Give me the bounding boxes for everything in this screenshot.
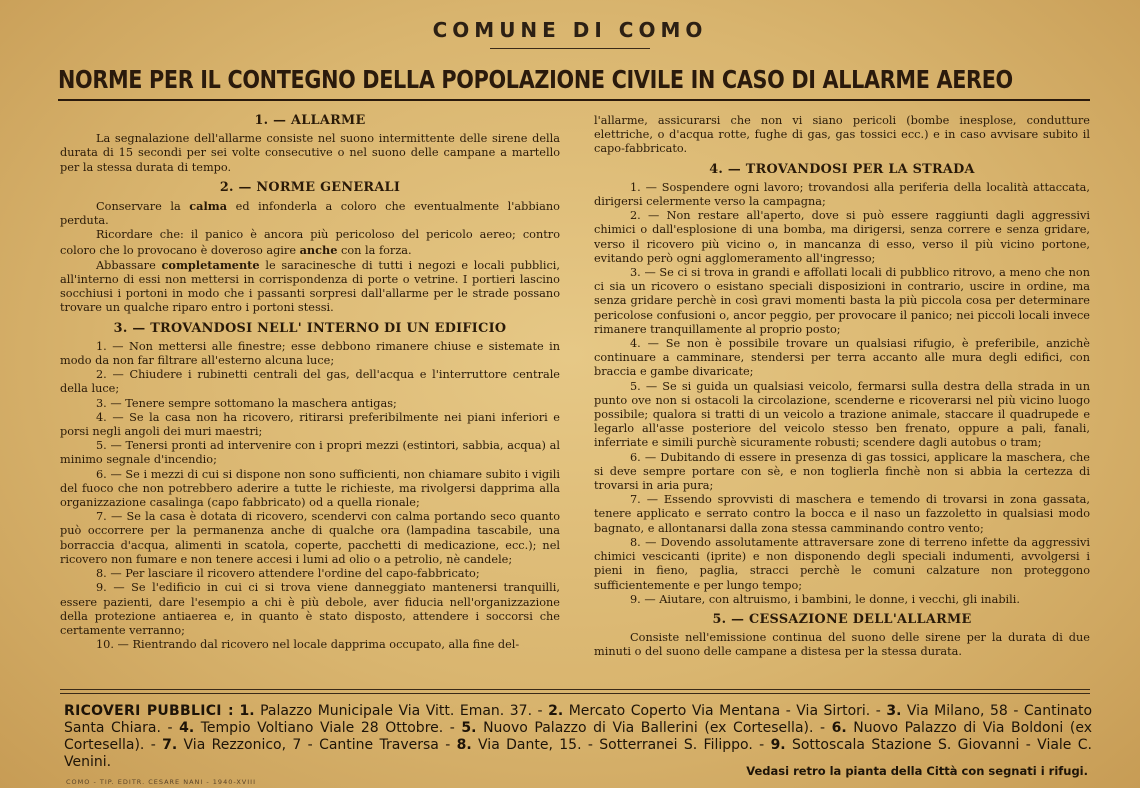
paragraph-continuation: l'allarme, assicurarsi che non vi siano pericoli (bombe inesplose, condutture elettriche, o d'acqua rotte, fughe di gas, gas tossici ecc.) e in caso avvisare subito il capo-fabbricato. (594, 114, 1090, 156)
header-divider (490, 48, 650, 49)
shelter-entry: 3. Via Milano, 58 - Cantinato Santa Chiara. - (64, 703, 1093, 736)
shelter-entry: 9. Sottoscala Stazione S. Giovanni - Viale C. Venini. (64, 737, 1092, 770)
list-item: 3. — Se ci si trova in grandi e affollati locali di pubblico ritrovo, a meno che non ci sia un ricovero o esistano speciali disposizioni in contrario, uscire in ordine, ma senza gridare perchè in così gravi momenti basta la più piccola cosa per determinare pericolose confusioni o, ancor peggio, per provocare il panico; nei piccoli locali invece rimanere tranquillamente al proprio posto; (594, 266, 1090, 336)
shelter-entry: 2. Mercato Coperto Via Mentana - Via Sirtori. - (548, 703, 887, 719)
issuer-heading: COMUNE DI COMO (432, 18, 708, 42)
list-item: 3. — Tenere sempre sottomano la maschera antigas; (96, 396, 397, 410)
list-item: 5. — Tenersi pronti ad intervenire con i propri mezzi (estintori, sabbia, acqua) al minimo segnale d'incendio; (60, 439, 560, 467)
shelter-entry: 4. Tempio Voltiano Viale 28 Ottobre. - (179, 720, 462, 736)
section-heading-norme-generali: 2. — NORME GENERALI (219, 179, 401, 195)
list-item: 1. — Non mettersi alle finestre; esse debbono rimanere chiuse e sistemate in modo da non far filtrare all'esterno alcuna luce; (60, 339, 560, 368)
list-item: 2. — Non restare all'aperto, dove si può essere raggiunti dagli aggressivi chimici o dall'esplosione di una bomba, ma dirigersi, senza correre e senza gridare, verso il ricovero più vicino o, in mancanza di esso, verso il più vicino portone, evitando però ogni agglomeramento all'ingresso; (594, 209, 1090, 265)
poster-title: NORME PER IL CONTEGNO DELLA POPOLAZIONE CIVILE IN CASO DI ALLARME AEREO (58, 65, 1013, 94)
shelter-entry: 6. Nuovo Palazzo di Via Boldoni (ex Cortesella). - (64, 720, 1092, 753)
section-heading-cessazione: 5. — CESSAZIONE DELL'ALLARME (712, 611, 972, 627)
left-column (60, 112, 560, 682)
list-item: 2. — Chiudere i rubinetti centrali del gas, dell'acqua e l'interruttore centrale della luce; (60, 368, 560, 396)
list-item: 4. — Se la casa non ha ricovero, ritirarsi preferibilmente nei piani inferiori e porsi negli angoli dei muri maestri; (60, 410, 560, 439)
shelter-entry: 1. Palazzo Municipale Via Vitt. Eman. 37. - (239, 703, 549, 719)
shelter-entry: 7. Via Rezzonico, 7 - Cantine Traversa - (162, 737, 457, 753)
shelter-entry: 8. Via Dante, 15. - Sotterranei S. Filippo. - (456, 737, 771, 753)
shelter-entry: 5. Nuovo Palazzo di Via Ballerini (ex Cortesella). - (461, 720, 832, 736)
list-item: 8. — Per lasciare il ricovero attendere l'ordine del capo-fabbricato; (96, 567, 480, 581)
section-heading-interno-edificio: 3. — TROVANDOSI NELL' INTERNO DI UN EDIFICIO (113, 320, 507, 336)
poster-header (0, 0, 1140, 104)
right-column (594, 114, 1090, 684)
paragraph: Consiste nell'emissione continua del suono delle sirene per la durata di due minuti o del suono delle campane a distesa per la stessa durata. (594, 631, 1090, 659)
map-note: Vedasi retro la pianta della Città con segnati i rifugi. (746, 764, 1088, 778)
paragraph: Conservare la calma ed infonderla a coloro che eventualmente l'abbiano perduta. (60, 199, 560, 228)
list-item: 7. — Se la casa è dotata di ricovero, scendervi con calma portando seco quanto può occorrere per la permanenza anche di qualche ora (lampadina tascabile, una borraccia d'acqua, alimenti in scatola, coperte, pacchetti di medicazione, ecc.); nel ricovero non fumare e non tenere accesi i lumi ad olio o a petrolio, nè candele; (60, 510, 560, 566)
list-item: 7. — Essendo sprovvisti di maschera e temendo di trovarsi in zona gassata, tenere applicato e serrato contro la bocca e il naso un fazzoletto in qualsiasi modo bagnato, e allontanarsi dalla zona stessa camminando contro vento; (594, 493, 1090, 535)
footer-divider (60, 693, 1090, 694)
paragraph: La segnalazione dell'allarme consiste nel suono intermittente delle sirene della durata di 15 secondi per sei volte consecutive o nel suono delle campane a martello per la stessa durata di tempo. (60, 132, 560, 174)
paragraph: Ricordare che: il panico è ancora più pericoloso del pericolo aereo; contro coloro che lo provocano è doveroso agire anche con la forza. (60, 228, 560, 257)
section-heading-allarme: 1. — ALLARME (254, 113, 366, 128)
list-item: 5. — Se si guida un qualsiasi veicolo, fermarsi sulla destra della strada in un punto ove non si ostacoli la circolazione, scenderne e ricoverarsi nel più vicino luogo possibile; qualora si tratti di un veicolo a trazione animale, staccare il quadrupede e legarlo all'asse posteriore del veicolo stesso ben frenato, oppure a pali, fanali, inferriate e simili purchè sicuramente robusti; scendere dagli autobus o tram; (594, 379, 1090, 450)
list-item: 6. — Se i mezzi di cui si dispone non sono sufficienti, non chiamare subito i vigili del fuoco che non potrebbero aderire a tutte le richieste, ma rivolgersi dapprima alla organizzazione casalinga (capo fabbricato) od a quella rionale; (60, 467, 560, 510)
list-item: 1. — Sospendere ogni lavoro; trovandosi alla periferia della località attaccata, dirigersi celermente verso la campagna; (594, 180, 1090, 209)
list-item: 8. — Dovendo assolutamente attraversare zone di terreno infette da aggressivi chimici vescicanti (iprite) e non disponendo degli speciali indumenti, avvolgersi i pieni in fieno, paglia, stracci perchè le comuni calzature non proteggono sufficientemente e per lungo tempo; (594, 535, 1090, 592)
list-item: 9. — Se l'edificio in cui ci si trova viene danneggiato mantenersi tranquilli, essere pazienti, dare l'esempio a chi è più debole, aver fiducia nell'organizzazione della protezione antiaerea e, in quanto è stato disposto, attendere i soccorsi che certamente verranno; (60, 581, 560, 637)
list-item: 4. — Se non è possibile trovare un qualsiasi rifugio, è preferibile, anzichè continuare a camminare, stendersi per terra accanto alle mura degli edifici, con braccia e gambe divaricate; (594, 337, 1090, 379)
section-heading-per-la-strada: 4. — TROVANDOSI PER LA STRADA (709, 161, 975, 177)
public-shelters-list (64, 703, 1092, 771)
printer-imprint: COMO - TIP. EDITR. CESARE NANI - 1940-XVIII (66, 778, 257, 786)
title-underline (58, 99, 1090, 101)
shelters-label: RICOVERI PUBBLICI : (64, 703, 234, 719)
list-item: 10. — Rientrando dal ricovero nel locale dapprima occupato, alla fine del- (96, 638, 520, 652)
footer-divider (60, 689, 1090, 690)
list-item: 6. — Dubitando di essere in presenza di gas tossici, applicare la maschera, che si deve sempre portare con sè, e non toglierla finchè non si abbia la certezza di trovarsi in aria pura; (594, 450, 1090, 493)
paragraph: Abbassare completamente le saracinesche di tutti i negozi e locali pubblici, all'interno di essi non mettersi in corrispondenza di porte o vetrine. I portieri lascino socchiusi i portoni in modo che i passanti sorpresi dall'allarme per le strade possano trovare un qualche riparo entro i portoni stessi. (60, 257, 560, 315)
list-item: 9. — Aiutare, con altruismo, i bambini, le donne, i vecchi, gli inabili. (630, 592, 1020, 606)
